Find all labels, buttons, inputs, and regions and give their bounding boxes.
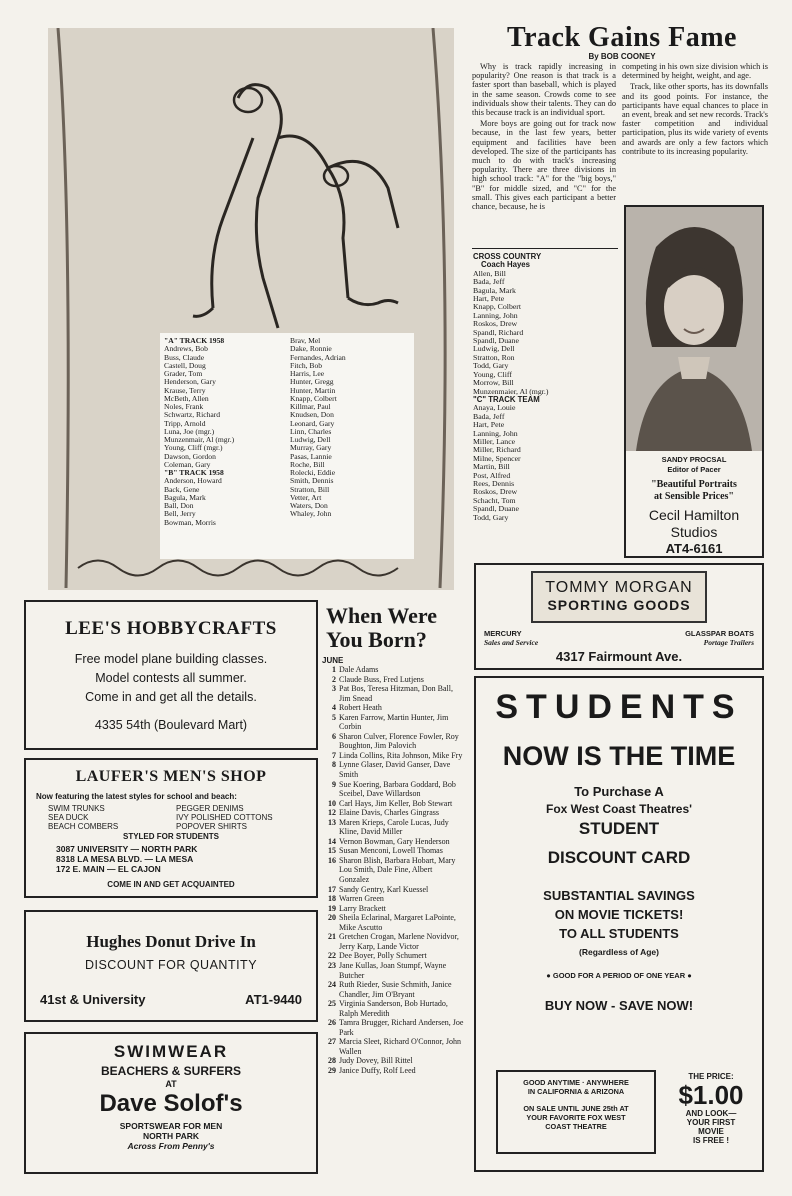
team-member: Todd, Gary	[473, 361, 509, 371]
team-member: Spandl, Duane	[473, 504, 519, 514]
roster-name: Hunter, Gregg	[290, 377, 334, 387]
roster-name: Rolecki, Eddie	[290, 468, 336, 477]
birthdays-list	[322, 665, 464, 1076]
birthdays-title: When Were	[326, 603, 438, 628]
birthday-day: 15	[328, 846, 336, 856]
lees-hobbycrafts-ad	[24, 600, 318, 750]
birthday-names: Elaine Davis, Charles Gingrass	[339, 808, 439, 818]
info-line: COAST THEATRE	[545, 1122, 607, 1131]
roster-name: Castell, Doug	[164, 360, 206, 370]
birthday-day: 1	[332, 665, 336, 674]
mercury-sub: Sales and Service	[484, 638, 539, 647]
roster-name: Buss, Claude	[164, 352, 205, 362]
birthday-entry	[322, 703, 464, 713]
birthday-names: Jane Kullas, Joan Stumpf, Wayne Butcher	[339, 960, 447, 980]
students-line: STUDENT	[578, 819, 660, 838]
lees-line: Come in and get all the details.	[85, 690, 257, 704]
birthday-entry	[322, 751, 464, 761]
birthday-names: Sharon Blish, Barbara Hobart, Mary Lou Smith, Dale Fine, Albert Gonzalez	[339, 855, 456, 885]
laufers-items-right	[176, 804, 273, 832]
team-member: Knapp, Colbert	[473, 302, 522, 312]
birthday-names: Dale Adams	[339, 665, 379, 674]
birthday-day: 5	[332, 712, 336, 722]
birthday-day: 17	[328, 884, 336, 894]
laufers-cta: COME IN AND GET ACQUAINTED	[107, 880, 235, 889]
glasspar-title: GLASSPAR BOATS	[685, 629, 754, 638]
birthdays-month: JUNE	[322, 656, 344, 665]
info-line: YOUR FAVORITE FOX WEST	[526, 1113, 626, 1122]
roster-name: Back, Gene	[164, 484, 200, 494]
tommy-name: TOMMY MORGAN	[545, 579, 693, 596]
portrait-ad	[624, 205, 764, 558]
birthday-day: 24	[328, 980, 336, 990]
info-line: ON SALE UNTIL JUNE 25th AT	[523, 1104, 629, 1113]
team-member: Schacht, Tom	[473, 495, 516, 505]
birthday-entry	[322, 961, 464, 980]
roster-name: Leonard, Gary	[290, 418, 335, 428]
birthday-names: Lynne Glaser, David Ganser, Dave Smith	[339, 760, 451, 780]
laufers-item: SWIM TRUNKS	[48, 804, 105, 813]
roster-name: Roche, Bill	[290, 459, 325, 469]
laufers-stores	[56, 844, 197, 874]
roster-name: McBeth, Allen	[164, 393, 209, 403]
birthday-names: Marcia Sleet, Richard O'Connor, John Wallen	[339, 1037, 461, 1056]
birthday-entry	[322, 904, 464, 914]
birthday-entry	[322, 951, 464, 961]
roster-name: Whaley, John	[290, 509, 332, 519]
team-member: Bagula, Mark	[473, 285, 516, 295]
birthday-day: 25	[328, 999, 336, 1009]
roster-name: Fitch, Bob	[290, 360, 323, 370]
dave-line: Across From Penny's	[127, 1141, 215, 1151]
birthday-names: Karen Farrow, Martin Hunter, Jim Corbin	[339, 712, 449, 732]
birthday-entry	[322, 732, 464, 751]
laufers-item: IVY POLISHED COTTONS	[176, 813, 273, 823]
birthday-names: Sandy Gentry, Karl Kuessel	[339, 884, 429, 894]
birthday-day: 3	[332, 684, 336, 694]
roster-name: Smith, Dennis	[290, 476, 334, 486]
birthday-day: 16	[328, 855, 336, 865]
birthday-day: 21	[328, 932, 336, 942]
price-note: AND LOOK—	[685, 1109, 737, 1118]
roster-name: Vetter, Art	[290, 492, 322, 502]
birthday-entry	[322, 846, 464, 856]
team-member: Morrow, Bill	[473, 378, 514, 388]
birthday-entry	[322, 675, 464, 685]
birthday-day: 8	[332, 760, 336, 770]
team-member: Young, Cliff	[473, 369, 512, 379]
birthday-entry	[322, 894, 464, 904]
birthday-day: 27	[328, 1037, 336, 1047]
birthdays-title: You Born?	[326, 627, 427, 652]
roster-name: Ludwig, Dell	[290, 435, 331, 444]
roster-name: Luna, Joe (mgr.)	[164, 426, 215, 436]
students-headline: NOW IS THE TIME	[502, 741, 736, 771]
mercury-title: MERCURY	[484, 629, 522, 638]
article-title: Track Gains Fame	[507, 22, 737, 53]
article-col-1	[472, 62, 616, 246]
team-member: Roskos, Drew	[473, 487, 518, 497]
birthday-names: Sue Koering, Barbara Goddard, Bob Sceibel, Dave Willardson	[339, 779, 456, 799]
birthday-day: 12	[328, 808, 336, 818]
birthday-entry	[322, 799, 464, 809]
birthday-day: 2	[332, 674, 336, 684]
roster-name: Munzenmair, Al (mgr.)	[164, 435, 235, 444]
roster-name: Ball, Don	[164, 501, 194, 510]
price-label: THE PRICE:	[688, 1072, 734, 1081]
roster-name: Tripp, Arnold	[164, 418, 206, 428]
birthday-entry	[322, 999, 464, 1018]
birthday-day: 9	[332, 779, 336, 789]
birthday-names: Tamra Brugger, Richard Andersen, Joe Park	[339, 1018, 464, 1037]
hughes-sub: DISCOUNT FOR QUANTITY	[84, 958, 258, 972]
roster-name: Schwartz, Richard	[164, 410, 221, 420]
team-member: Roskos, Drew	[473, 319, 518, 329]
team-member: Ludwig, Dell	[473, 344, 515, 354]
birthday-day: 7	[332, 750, 336, 760]
birthday-entry	[322, 818, 464, 837]
info-line: IN CALIFORNIA & ARIZONA	[527, 1087, 625, 1096]
birthday-names: Virginia Sanderson, Bob Hurtado, Ralph Meredith	[339, 999, 448, 1018]
birthday-day: 4	[332, 703, 336, 713]
students-line: (Regardless of Age)	[579, 947, 659, 957]
price-value: $1.00	[678, 1080, 744, 1110]
price-block	[662, 1072, 760, 1145]
price-note: IS FREE !	[692, 1136, 729, 1145]
birthday-day: 6	[332, 731, 336, 741]
birthday-names: Ruth Rieder, Susie Schmith, Janice Chandler, Jim O'Bryant	[339, 980, 452, 999]
laufers-item: PEGGER DENIMS	[176, 804, 244, 813]
birthday-day: 10	[328, 798, 336, 808]
dave-line: AT	[165, 1079, 177, 1089]
dave-line: NORTH PARK	[142, 1131, 200, 1141]
roster-name: Andrews, Bob	[164, 344, 208, 354]
students-line: ON MOVIE TICKETS!	[554, 907, 684, 922]
studio-slogan: "Beautiful Portraits	[651, 479, 737, 490]
team-member: Bada, Jeff	[473, 411, 505, 421]
birthday-names: Sharon Culver, Florence Fowler, Roy Boughton, Jim Palovich	[339, 731, 459, 751]
roster-name: Noles, Frank	[164, 402, 204, 411]
roster-name: Waters, Don	[290, 501, 328, 510]
laufers-items-left	[48, 804, 118, 832]
laufers-store: 3087 UNIVERSITY — NORTH PARK	[56, 844, 198, 854]
roster-header: "A" TRACK 1958	[164, 336, 225, 345]
dave-line: SWIMWEAR	[113, 1042, 229, 1061]
birthday-names: Vernon Bowman, Gary Henderson	[339, 836, 450, 846]
lees-line: Model contests all summer.	[95, 671, 247, 685]
roster-name: Killmar, Paul	[290, 402, 331, 411]
students-ad	[474, 676, 764, 1172]
birthday-names: Linda Collins, Rita Johnson, Mike Fry	[339, 750, 463, 760]
birthday-names: Dee Boyer, Polly Schumert	[339, 951, 427, 961]
birthday-day: 18	[328, 894, 336, 904]
birthday-entry	[322, 885, 464, 895]
laufers-intro: Now featuring the latest styles for school and beach:	[36, 792, 237, 801]
team-member: Stratton, Ron	[473, 352, 515, 362]
birthday-entry	[322, 932, 464, 951]
birthday-names: Carl Hays, Jim Keller, Bob Stewart	[339, 798, 453, 808]
roster-name: Dake, Ronnie	[290, 344, 332, 354]
team-member: Munzenmaier, Al (mgr.)	[473, 386, 549, 396]
article-byline: By BOB COONEY	[588, 52, 656, 61]
portrait-role: Editor of Pacer	[667, 465, 721, 474]
birthday-entry	[322, 1018, 464, 1037]
birthday-day: 28	[328, 1056, 336, 1066]
students-buy: BUY NOW - SAVE NOW!	[544, 998, 694, 1013]
roster-name: Coleman, Gary	[164, 459, 211, 469]
hughes-donut-ad	[24, 910, 318, 1022]
team-member: Milne, Spencer	[473, 453, 521, 463]
roster-name: Stratton, Bill	[290, 484, 330, 494]
birthday-names: Claude Buss, Fred Lutjens	[339, 674, 424, 684]
birthday-names: Susan Menconi, Lowell Thomas	[339, 846, 443, 856]
article-col-2	[622, 62, 768, 190]
portrait-photo	[626, 207, 762, 451]
birthday-entry	[322, 665, 464, 675]
birthdays-column	[322, 604, 464, 1076]
roster-name: Krause, Terry	[164, 385, 206, 395]
divider	[472, 248, 618, 249]
birthday-names: Judy Dovey, Bill Rittel	[339, 1056, 413, 1066]
price-note: YOUR FIRST	[686, 1118, 736, 1127]
portrait-name: SANDY PROCSAL	[661, 455, 727, 464]
birthday-names: Gretchen Crogan, Marlene Novidvor, Jerry Karp, Lande Victor	[339, 932, 459, 951]
birthday-entry	[322, 780, 464, 799]
track-roster	[160, 333, 414, 559]
birthday-entry	[322, 713, 464, 732]
cross-country-list	[473, 253, 619, 522]
birthday-entry	[322, 980, 464, 999]
studio-slogan: at Sensible Prices"	[654, 491, 734, 502]
roster-col-1	[164, 337, 284, 527]
students-line: DISCOUNT CARD	[547, 848, 691, 867]
birthday-day: 23	[328, 960, 336, 970]
birthday-day: 26	[328, 1018, 336, 1028]
roster-name: Bell, Jerry	[164, 509, 196, 519]
students-title: STUDENTS	[495, 688, 743, 726]
team-member: Hart, Pete	[473, 294, 505, 304]
roster-name: Grader, Tom	[164, 369, 203, 378]
birthday-names: Janice Duffy, Rolf Leed	[339, 1065, 416, 1075]
students-period: ● GOOD FOR A PERIOD OF ONE YEAR ●	[546, 971, 692, 980]
team-member: Rees, Dennis	[473, 478, 515, 488]
roster-col-2	[290, 337, 410, 519]
birthday-day: 20	[328, 913, 336, 923]
roster-name: Henderson, Gary	[164, 377, 216, 387]
studio-name: Studios	[670, 524, 718, 540]
roster-name: Harris, Lee	[290, 369, 325, 378]
roster-header: "B" TRACK 1958	[164, 468, 224, 477]
birthday-entry	[322, 1066, 464, 1076]
students-line: TO ALL STUDENTS	[559, 926, 679, 941]
dave-line: BEACHERS & SURFERS	[100, 1064, 241, 1078]
info-line: GOOD ANYTIME · ANYWHERE	[523, 1078, 629, 1087]
roster-name: Anderson, Howard	[164, 476, 222, 486]
birthday-entry	[322, 856, 464, 885]
laufers-title: LAUFER'S MEN'S SHOP	[75, 768, 267, 785]
birthday-entry	[322, 913, 464, 932]
dave-line: SPORTSWEAR FOR MEN	[119, 1121, 223, 1131]
team-member: Lanning, John	[473, 428, 518, 438]
roster-name: Young, Cliff (mgr.)	[164, 443, 223, 453]
birthday-entry	[322, 1056, 464, 1066]
hughes-title: Hughes Donut Drive In	[86, 932, 256, 951]
team-member: Martin, Bill	[473, 462, 510, 472]
roster-name: Dawson, Gordon	[164, 451, 216, 461]
price-note: MOVIE	[698, 1127, 724, 1136]
tommy-address: 4317 Fairmount Ave.	[555, 649, 683, 664]
laufers-item: BEACH COMBERS	[48, 822, 119, 832]
birthday-names: Pat Bos, Teresa Hitzman, Don Ball, Jim Snead	[339, 684, 453, 703]
birthday-day: 22	[328, 951, 336, 961]
birthday-names: Sheila Eclarinal, Margaret LaPointe, Mike Ascutto	[339, 913, 456, 932]
team-member: Lanning, John	[473, 310, 518, 320]
studio-phone: AT4-6161	[665, 541, 723, 556]
team-member: Spandl, Duane	[473, 336, 519, 346]
birthday-names: Robert Heath	[339, 703, 382, 713]
roster-name: Brav, Mel	[290, 336, 321, 345]
article-paragraph: competing in his own size division which is determined by height, weight, and age.	[622, 62, 768, 81]
article-paragraph: Why is track rapidly increasing in popularity? One reason is that track is a faster sport than baseball, which is played in the same season. Crowds come to see individuals show their talents. They can do this because track is an individual sport.	[472, 62, 616, 118]
studio-name: Cecil Hamilton	[648, 507, 740, 523]
roster-name: Bowman, Morris	[164, 517, 216, 527]
article-paragraph: More boys are going out for track now because, in the last few years, better equipment and facilities have been developed. The size of the participants has much to do with track's increasing popularity. There are three divisions in high school track: "A" for the "big boys," "B" for middle sized, and "C" for the small. This gives each participant a better chance, because, he is	[472, 119, 616, 212]
birthday-day: 14	[328, 836, 336, 846]
birthday-entry	[322, 1037, 464, 1056]
birthday-names: Larry Brackett	[339, 903, 386, 913]
roster-name: Linn, Charles	[290, 426, 332, 436]
roster-name: Fernandes, Adrian	[290, 352, 346, 362]
roster-name: Hunter, Martin	[290, 385, 336, 395]
lees-address: 4335 54th (Boulevard Mart)	[94, 718, 248, 732]
team-member: Miller, Lance	[473, 436, 516, 446]
tommy-sub: SPORTING GOODS	[547, 597, 691, 613]
coach-name: Coach Hayes	[481, 260, 530, 270]
dave-name: Dave Solof's	[99, 1090, 243, 1117]
tommy-morgan-ad	[474, 563, 764, 670]
hughes-address: 41st & University	[40, 992, 146, 1007]
team-member: Miller, Richard	[473, 445, 521, 455]
period-text: GOOD FOR A PERIOD OF ONE YEAR	[552, 971, 686, 980]
birthday-day: 29	[328, 1065, 336, 1075]
article-paragraph: Track, like other sports, has its downfalls and its good points. For instance, the participants have equal chances to place in an event, break and set new records. Track's faster competition and individual participation, plus its wide variety of events and awards are only a few factors which contribute to its increasing popularity.	[622, 82, 768, 156]
roster-name: Bagula, Mark	[164, 492, 206, 502]
roster-name: Knudsen, Don	[290, 410, 334, 420]
birthday-names: Maren Krieps, Carole Lucas, Judy Kline, David Miller	[339, 817, 449, 837]
laufers-store: 172 E. MAIN — EL CAJON	[56, 864, 161, 874]
birthday-entry	[322, 684, 464, 703]
glasspar-sub: Portage Trailers	[703, 638, 754, 647]
laufers-styled: STYLED FOR STUDENTS	[122, 832, 219, 841]
team-member: Post, Alfred	[473, 470, 511, 480]
students-line: Fox West Coast Theatres'	[545, 802, 692, 816]
team-member: Hart, Pete	[473, 420, 505, 430]
section-title: "C" TRACK TEAM	[473, 394, 540, 404]
laufers-item: SEA DUCK	[48, 813, 89, 823]
birthday-day: 19	[328, 903, 336, 913]
birthday-names: Warren Green	[339, 894, 384, 904]
birthday-entry	[322, 837, 464, 847]
roster-name: Murray, Gary	[290, 443, 332, 453]
section-title: CROSS COUNTRY	[473, 252, 542, 261]
students-info-box	[496, 1070, 656, 1154]
students-line: SUBSTANTIAL SAVINGS	[543, 888, 695, 903]
team-member: Spandl, Richard	[473, 327, 524, 337]
roster-name: Knapp, Colbert	[290, 393, 337, 403]
birthday-entry	[322, 808, 464, 818]
team-member: Bada, Jeff	[473, 277, 505, 287]
laufers-store: 8318 LA MESA BLVD. — LA MESA	[56, 854, 194, 864]
laufers-ad	[24, 758, 318, 898]
team-member: Todd, Gary	[473, 512, 509, 522]
tommy-logo	[531, 571, 707, 623]
students-line: To Purchase A	[574, 784, 664, 799]
laufers-item: POPOVER SHIRTS	[176, 822, 247, 832]
dave-solofs-ad	[24, 1032, 318, 1174]
team-member: Allen, Bill	[473, 268, 506, 278]
roster-name: Pasas, Lannie	[290, 451, 332, 461]
lees-line: Free model plane building classes.	[74, 652, 268, 666]
birthday-entry	[322, 760, 464, 779]
team-member: Anaya, Louie	[473, 403, 516, 413]
birthday-day: 13	[328, 817, 336, 827]
lees-title: LEE'S HOBBYCRAFTS	[65, 618, 277, 639]
hughes-phone: AT1-9440	[245, 992, 302, 1007]
